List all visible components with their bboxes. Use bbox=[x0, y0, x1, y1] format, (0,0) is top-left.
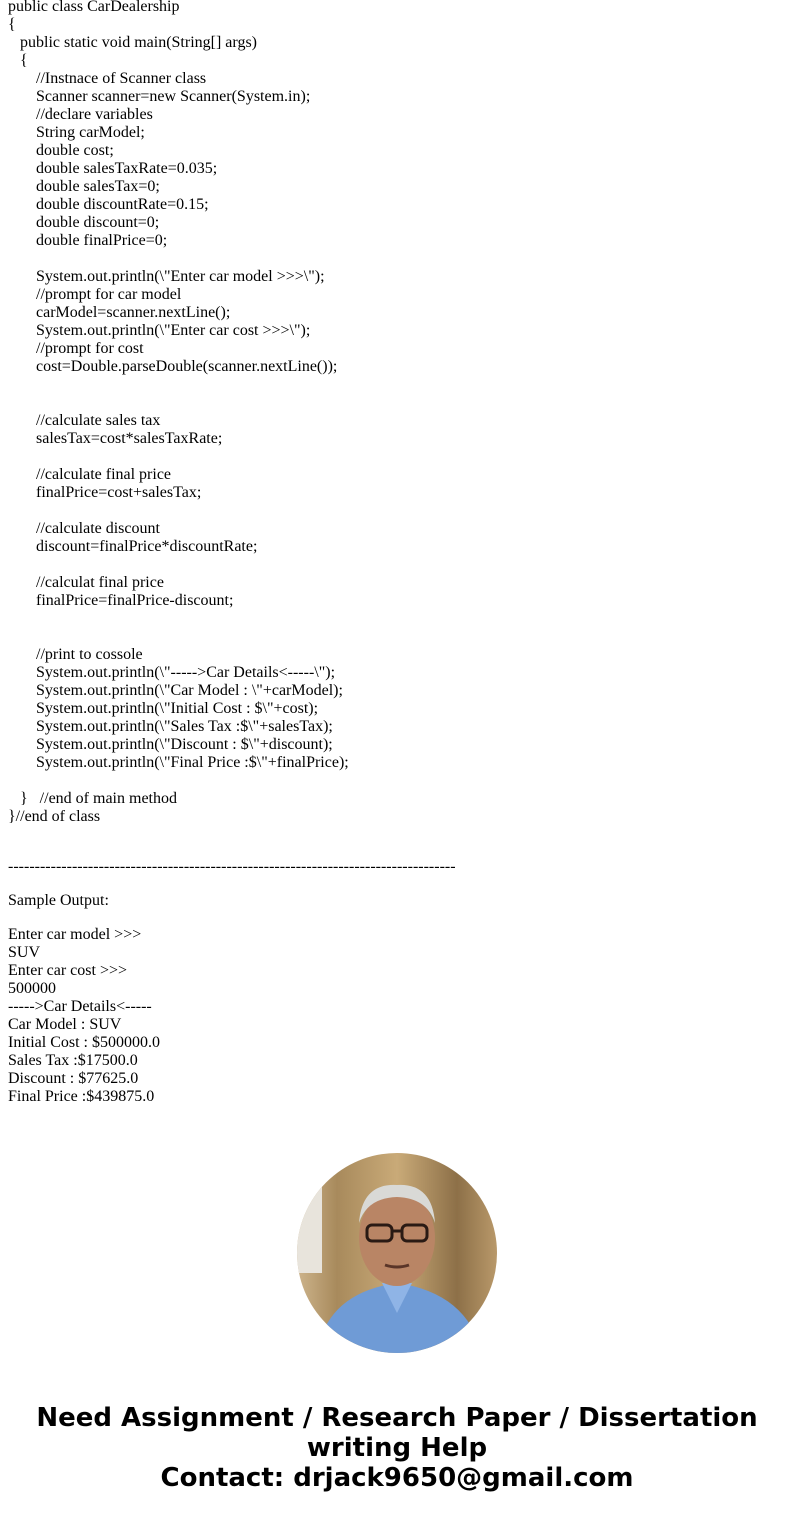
code-line: System.out.println(\"Discount : $\"+discount); bbox=[8, 736, 333, 753]
code-line: { bbox=[8, 52, 28, 69]
code-line: System.out.println(\"Initial Cost : $\"+cost); bbox=[8, 700, 319, 717]
code-line bbox=[8, 250, 349, 268]
code-line: { bbox=[8, 16, 16, 33]
code-line: System.out.println(\"Car Model : \"+carModel); bbox=[8, 682, 343, 699]
code-line: String carModel; bbox=[8, 124, 145, 141]
output-line: Sales Tax :$17500.0 bbox=[8, 1052, 138, 1069]
person-photo-icon bbox=[297, 1153, 497, 1353]
code-line: cost=Double.parseDouble(scanner.nextLine()); bbox=[8, 358, 338, 375]
output-line: ----->Car Details<----- bbox=[8, 998, 152, 1015]
output-line: Final Price :$439875.0 bbox=[8, 1088, 155, 1105]
code-line: System.out.println(\"Enter car cost >>>\"); bbox=[8, 322, 311, 339]
code-line bbox=[8, 448, 349, 466]
code-line: //calculate final price bbox=[8, 466, 172, 483]
code-line: finalPrice=finalPrice-discount; bbox=[8, 592, 234, 609]
code-line: double salesTax=0; bbox=[8, 178, 160, 195]
code-line: double cost; bbox=[8, 142, 114, 159]
code-line: public static void main(String[] args) bbox=[8, 34, 257, 51]
code-line bbox=[8, 628, 349, 646]
code-line: //calculate discount bbox=[8, 520, 160, 537]
output-line: Initial Cost : $500000.0 bbox=[8, 1034, 160, 1051]
java-code-block bbox=[8, 0, 349, 826]
footer-line-2: writing Help bbox=[306, 1433, 488, 1463]
code-line: System.out.println(\"Final Price :$\"+finalPrice); bbox=[8, 754, 349, 771]
code-line bbox=[8, 772, 349, 790]
author-avatar-photo bbox=[297, 1153, 497, 1353]
code-line: double discountRate=0.15; bbox=[8, 196, 209, 213]
code-line: }//end of class bbox=[8, 808, 101, 825]
code-line bbox=[8, 610, 349, 628]
code-line: double discount=0; bbox=[8, 214, 160, 231]
code-line: discount=finalPrice*discountRate; bbox=[8, 538, 258, 555]
code-line: //declare variables bbox=[8, 106, 153, 123]
code-line: carModel=scanner.nextLine(); bbox=[8, 304, 231, 321]
code-line: double salesTaxRate=0.035; bbox=[8, 160, 218, 177]
code-line: } //end of main method bbox=[8, 790, 177, 807]
code-line: System.out.println(\"Sales Tax :$\"+salesTax); bbox=[8, 718, 333, 735]
code-line bbox=[8, 394, 349, 412]
code-line: System.out.println(\"Enter car model >>>\"); bbox=[8, 268, 325, 285]
sample-output-heading: Sample Output: bbox=[8, 892, 109, 909]
code-line: //print to cossole bbox=[8, 646, 143, 663]
footer-line-1: Need Assignment / Research Paper / Dissertation bbox=[36, 1403, 758, 1433]
code-line: double finalPrice=0; bbox=[8, 232, 168, 249]
code-line: //calculat final price bbox=[8, 574, 164, 591]
sample-output-block bbox=[8, 926, 160, 1106]
output-line: SUV bbox=[8, 944, 41, 961]
code-line: //prompt for car model bbox=[8, 286, 182, 303]
code-line: System.out.println(\"----->Car Details<-----\"); bbox=[8, 664, 336, 681]
code-line: finalPrice=cost+salesTax; bbox=[8, 484, 202, 501]
footer-contact-email: Contact: drjack9650@gmail.com bbox=[160, 1463, 634, 1493]
code-line: Scanner scanner=new Scanner(System.in); bbox=[8, 88, 311, 105]
code-line: public class CarDealership bbox=[8, 0, 180, 15]
code-line bbox=[8, 502, 349, 520]
code-line: salesTax=cost*salesTaxRate; bbox=[8, 430, 223, 447]
output-line: Enter car cost >>> bbox=[8, 962, 128, 979]
contact-footer bbox=[0, 1403, 794, 1493]
code-line bbox=[8, 376, 349, 394]
code-line bbox=[8, 556, 349, 574]
code-line: //Instnace of Scanner class bbox=[8, 70, 207, 87]
output-line: Enter car model >>> bbox=[8, 926, 142, 943]
separator-line: ------------------------------------------------------------------------------------ bbox=[8, 858, 456, 875]
output-line: 500000 bbox=[8, 980, 56, 997]
code-line: //calculate sales tax bbox=[8, 412, 161, 429]
output-line: Discount : $77625.0 bbox=[8, 1070, 139, 1087]
code-line: //prompt for cost bbox=[8, 340, 144, 357]
output-line: Car Model : SUV bbox=[8, 1016, 122, 1033]
